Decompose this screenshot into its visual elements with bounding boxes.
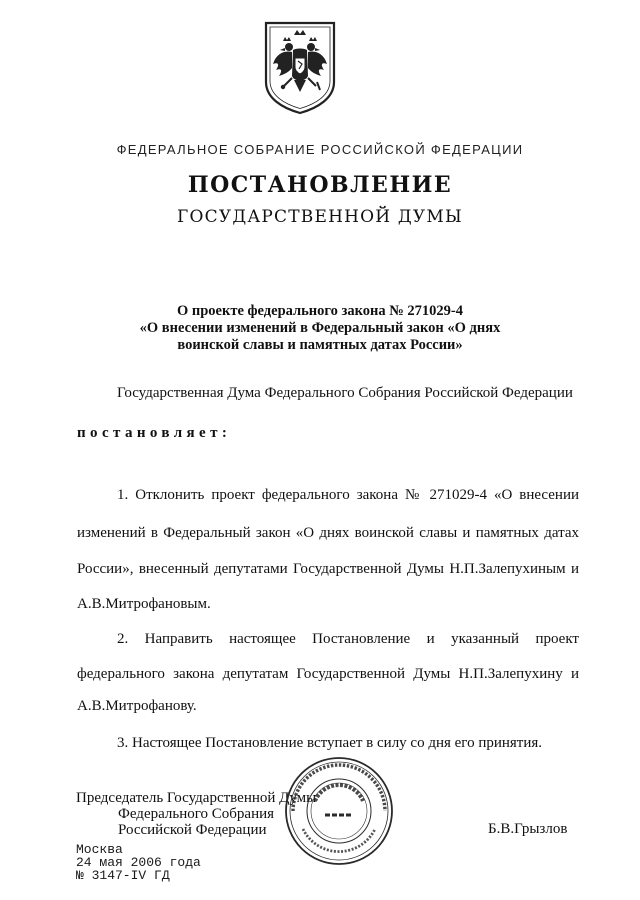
paragraph-2-line: 2. Направить настоящее Постановление и указанный проект: [117, 631, 579, 647]
paragraph-2-line: А.В.Митрофанову.: [77, 698, 197, 714]
subject-line: воинской славы и памятных датах России»: [177, 337, 463, 353]
paragraph-1-line: А.В.Митрофановым.: [77, 596, 211, 612]
subject-line: «О внесении изменений в Федеральный закон «О днях: [139, 320, 501, 336]
signatory-title: Председатель Государственной Думы: [76, 790, 317, 806]
document-date: 24 мая 2006 года: [76, 855, 201, 870]
subject-heading: [0, 303, 640, 354]
document-type-title: ПОСТАНОВЛЕНИЕ: [187, 172, 453, 198]
issuer-heading: ГОСУДАРСТВЕННОЙ ДУМЫ: [177, 207, 463, 227]
paragraph-1-line: России», внесенный депутатами Государственной Думы Н.П.Залепухиным и: [77, 561, 579, 577]
signatory-title: Российской Федерации: [118, 822, 267, 838]
document-city: Москва: [76, 842, 123, 857]
preamble-text: Государственная Дума Федерального Собрания Российской Федерации: [117, 385, 573, 401]
paragraph-1-line: изменений в Федеральный закон «О днях воинской славы и памятных датах: [77, 525, 579, 541]
signatory-title: Федерального Собрания: [118, 806, 275, 822]
document-number: № 3147-IV ГД: [76, 868, 170, 883]
subject-line: О проекте федерального закона № 271029-4: [176, 303, 464, 319]
paragraph-3-line: 3. Настоящее Постановление вступает в силу со дня его принятия.: [117, 735, 543, 751]
assembly-heading: ФЕДЕРАЛЬНОЕ СОБРАНИЕ РОССИЙСКОЙ ФЕДЕРАЦИИ: [116, 142, 524, 157]
double-headed-eagle-icon: [262, 20, 338, 116]
decree-word: постановляет:: [77, 425, 232, 441]
paragraph-2-line: федерального закона депутатам Государственной Думы Н.П.Залепухину и: [77, 666, 579, 682]
paragraph-1-line: 1. Отклонить проект федерального закона № 271029-4 «О внесении: [117, 487, 579, 503]
official-stamp: [283, 755, 395, 867]
signatory-name: Б.В.Грызлов: [488, 821, 568, 837]
